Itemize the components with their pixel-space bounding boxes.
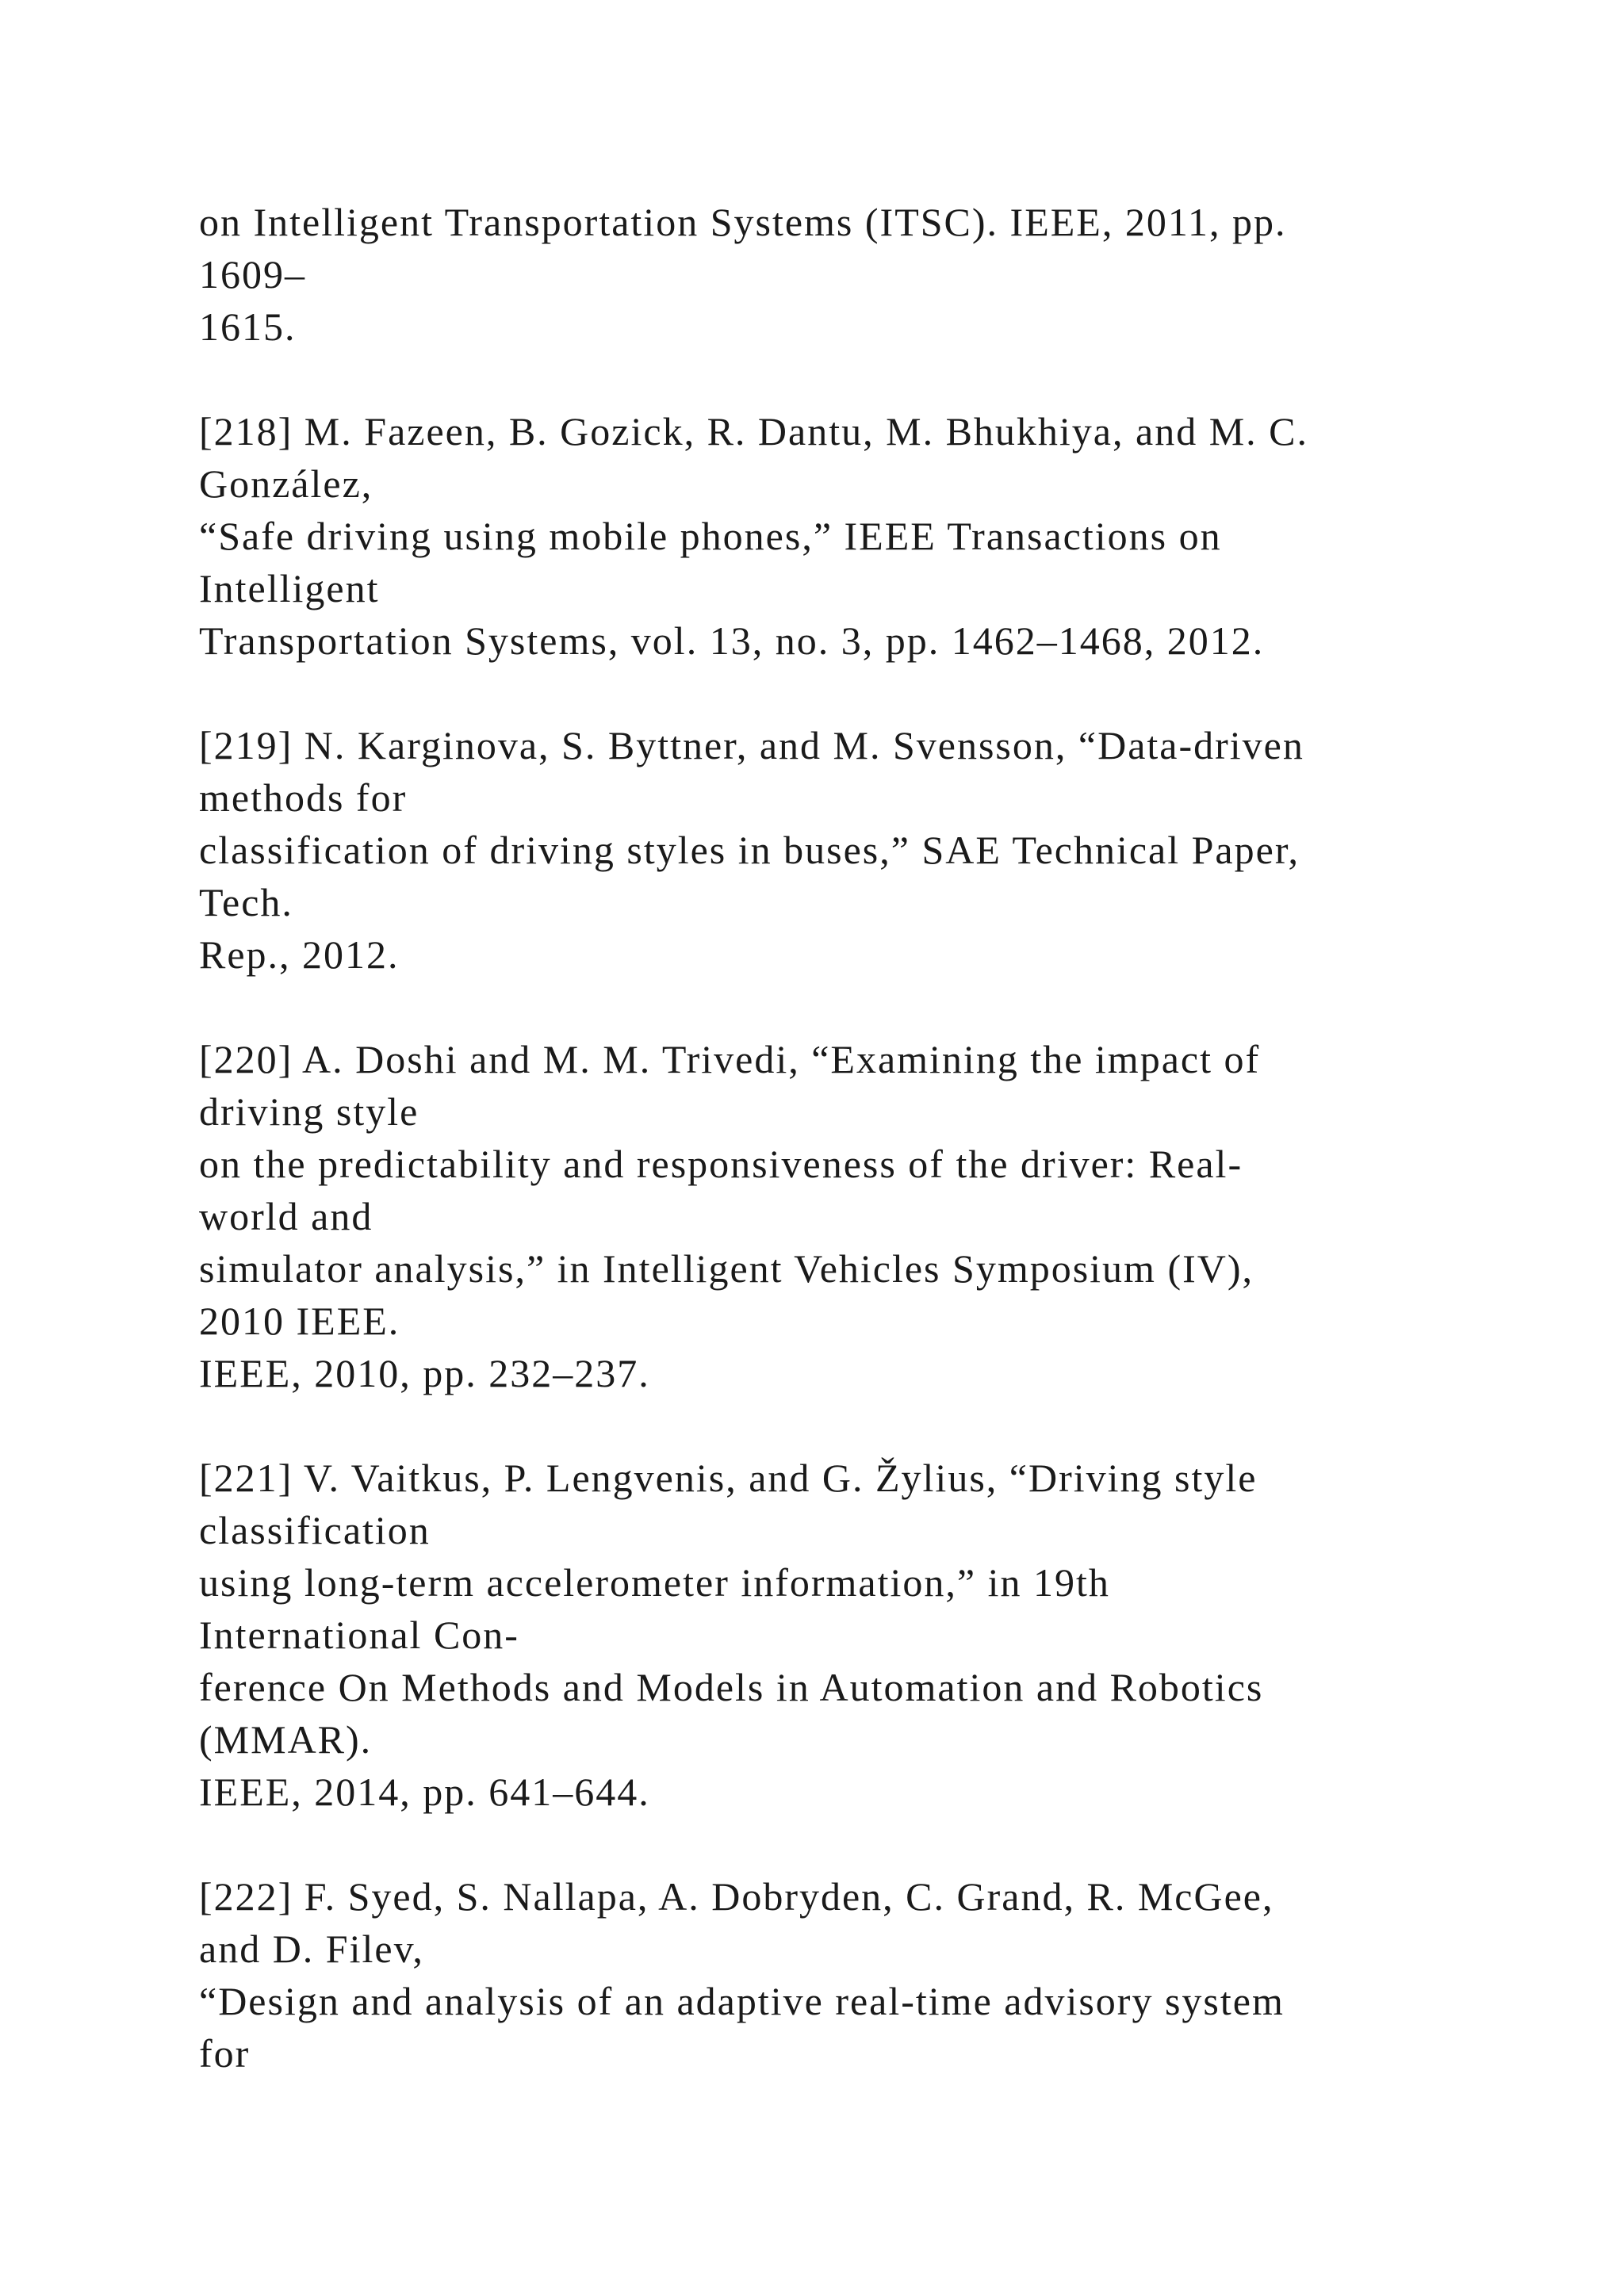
text-line: IEEE, 2014, pp. 641–644. [199,1770,650,1814]
text-line: and D. Filev, [199,1927,424,1971]
text-line: 1615. [199,304,297,349]
text-line: “Safe driving using mobile phones,” IEEE Transactions on [199,514,1222,558]
text-line: Rep., 2012. [199,932,400,977]
text-line: on Intelligent Transportation Systems (ITSC). IEEE, 2011, pp. [199,200,1287,244]
reference-entry-220 [199,1033,1547,1399]
text-line: classification [199,1508,431,1552]
text-line: methods for [199,775,408,820]
text-line: [218] M. Fazeen, B. Gozick, R. Dantu, M. Bhukhiya, and M. C. [199,409,1309,453]
text-line: [222] F. Syed, S. Nallapa, A. Dobryden, C. Grand, R. McGee, [199,1874,1274,1919]
text-line: IEEE, 2010, pp. 232–237. [199,1351,650,1395]
text-line: 1609– [199,252,306,297]
text-line: classification of driving styles in buses,” SAE Technical Paper, [199,828,1300,872]
reference-fragment [199,196,1547,353]
text-line: ference On Methods and Models in Automation and Robotics [199,1665,1264,1709]
text-line: González, [199,461,373,506]
reference-entry-219 [199,719,1547,981]
text-line: using long-term accelerometer information,” in 19th [199,1560,1110,1605]
reference-list [199,196,1547,2132]
text-line: driving style [199,1089,419,1134]
text-line: Tech. [199,880,293,924]
text-line: [221] V. Vaitkus, P. Lengvenis, and G. Žylius, “Driving style [199,1456,1258,1500]
text-line: (MMAR). [199,1717,373,1762]
text-line: International Con- [199,1613,519,1657]
text-line: for [199,2031,251,2076]
text-line: world and [199,1194,373,1238]
text-line: “Design and analysis of an adaptive real-time advisory system [199,1979,1285,2023]
reference-entry-222 [199,1870,1547,2080]
text-line: 2010 IEEE. [199,1299,400,1343]
text-line: Transportation Systems, vol. 13, no. 3, pp. 1462–1468, 2012. [199,618,1265,663]
text-line: simulator analysis,” in Intelligent Vehicles Symposium (IV), [199,1246,1254,1291]
text-line: on the predictability and responsiveness of the driver: Real- [199,1142,1243,1186]
text-line: [219] N. Karginova, S. Byttner, and M. Svensson, “Data-driven [199,723,1304,767]
reference-entry-221 [199,1452,1547,1818]
text-line: Intelligent [199,566,380,610]
text-line: [220] A. Doshi and M. M. Trivedi, “Examining the impact of [199,1037,1261,1081]
reference-entry-218 [199,405,1547,667]
